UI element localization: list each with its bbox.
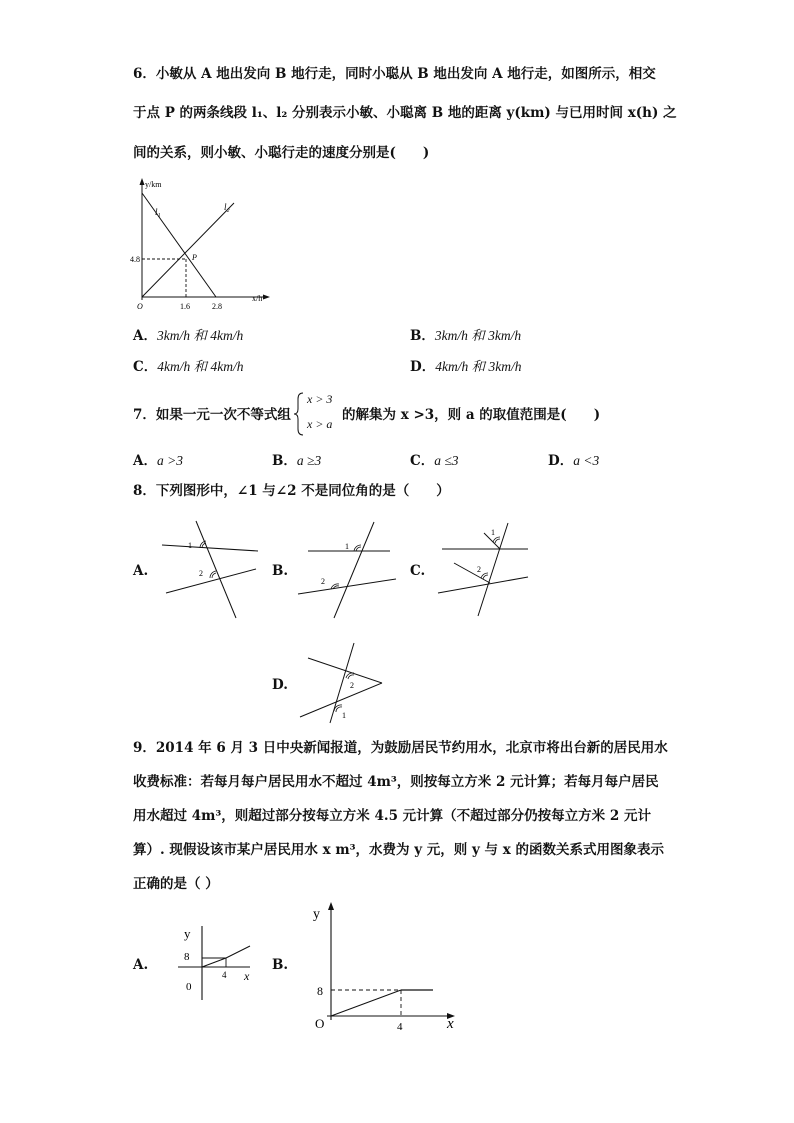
q7-option-b[interactable]: B．a ≥3 <box>272 453 322 469</box>
q7-option-a[interactable]: A．a >3 <box>133 453 183 469</box>
svg-text:1: 1 <box>345 542 349 551</box>
svg-text:2: 2 <box>321 577 325 586</box>
line-l2 <box>142 203 234 297</box>
x-axis-arrow <box>263 295 270 300</box>
line-l1 <box>142 193 216 297</box>
q9-graph-a <box>172 920 262 1005</box>
svg-text:4: 4 <box>397 1021 403 1033</box>
svg-text:x: x <box>447 1016 454 1032</box>
q8-stem: 8．下列图形中，∠1 与∠2 不是同位角的是（ ） <box>133 483 450 499</box>
q8-option-c-label[interactable]: C. <box>410 563 426 579</box>
svg-text:2: 2 <box>199 569 203 578</box>
q6-option-a[interactable]: A．3km/h 和 4km/h <box>133 328 244 344</box>
q8-option-d-label[interactable]: D. <box>272 677 288 693</box>
q6-option-d[interactable]: D．4km/h 和 3km/h <box>410 359 522 375</box>
svg-text:8: 8 <box>184 951 190 963</box>
q9-stem-line5: 正确的是（ ） <box>133 876 219 892</box>
q7-inequality-2: x > a <box>307 417 333 431</box>
q8-option-a-label[interactable]: A. <box>133 563 149 579</box>
q7-option-c[interactable]: C．a ≤3 <box>410 453 459 469</box>
point-p-label: P <box>192 253 197 262</box>
q9-option-a-label[interactable]: A. <box>133 957 149 973</box>
svg-text:4: 4 <box>222 970 227 980</box>
q9-stem-line2: 收费标准：若每月每户居民用水不超过 4m³，则按每立方米 2 元计算；若每月每户居民 <box>133 774 659 790</box>
l1-label: l₁ <box>155 207 161 217</box>
q8-figure-d <box>294 638 394 728</box>
q7-option-d[interactable]: D．a <3 <box>548 453 600 469</box>
svg-text:2: 2 <box>350 681 354 690</box>
q8-option-b-label[interactable]: B. <box>272 563 289 579</box>
x-axis-label: x/h <box>252 294 263 303</box>
q6-stem-line2: 于点 P 的两条线段 l₁、l₂ 分别表示小敏、小聪离 B 地的距离 y(km) 与已用时间 x(h) 之 <box>133 105 677 121</box>
svg-text:0: 0 <box>186 981 192 993</box>
y-tick-label: 4.8 <box>130 255 140 264</box>
q7-stem-suffix: 的解集为 x >3，则 a 的取值范围是( ) <box>342 407 601 423</box>
svg-text:x: x <box>244 969 250 983</box>
svg-text:1: 1 <box>188 541 192 550</box>
svg-text:O: O <box>315 1016 325 1031</box>
q9-stem-line3: 用水超过 4m³，则超过部分按每立方米 4.5 元计算（不超过部分仍按每立方米 2 元计 <box>133 808 651 824</box>
q8-figure-c <box>434 518 539 623</box>
q7-brace <box>293 391 305 437</box>
q6-stem-line1: 6．小敏从 A 地出发向 B 地行走，同时小聪从 B 地出发向 A 地行走，如图所示，相交 <box>133 66 656 82</box>
q6-option-c[interactable]: C．4km/h 和 4km/h <box>133 359 244 375</box>
q6-distance-time-graph <box>130 175 280 315</box>
svg-text:y: y <box>184 926 191 941</box>
q6-option-b[interactable]: B．3km/h 和 3km/h <box>410 328 522 344</box>
l2-label: l₂ <box>224 202 230 212</box>
q7-inequality-1: x > 3 <box>307 392 333 406</box>
q9-option-b-label[interactable]: B. <box>272 957 289 973</box>
q6-stem-line3: 间的关系，则小敏、小聪行走的速度分别是( ) <box>133 145 430 161</box>
q9-stem-line4: 算）. 现假设该市某户居民用水 x m³，水费为 y 元，则 y 与 x 的函数关系式用图象表示 <box>133 842 664 858</box>
q9-stem-line1: 9．2014 年 6 月 3 日中央新闻报道，为鼓励居民节约用水，北京市将出台新的居民用水 <box>133 740 668 756</box>
x-tick-label-2: 2.8 <box>212 302 222 311</box>
svg-text:8: 8 <box>317 984 323 998</box>
q8-figure-b <box>294 518 399 623</box>
y-axis-arrow <box>140 178 145 185</box>
origin-label: O <box>137 302 143 311</box>
q7-stem-prefix: 7．如果一元一次不等式组 <box>133 407 291 423</box>
y-axis-label: y/km <box>145 180 162 189</box>
q9-graph-b <box>305 898 465 1034</box>
q8-figure-a <box>158 518 263 623</box>
svg-text:2: 2 <box>477 565 481 574</box>
svg-text:1: 1 <box>342 711 346 720</box>
svg-text:1: 1 <box>491 528 495 537</box>
x-tick-label-1: 1.6 <box>180 302 190 311</box>
svg-text:y: y <box>313 907 320 922</box>
